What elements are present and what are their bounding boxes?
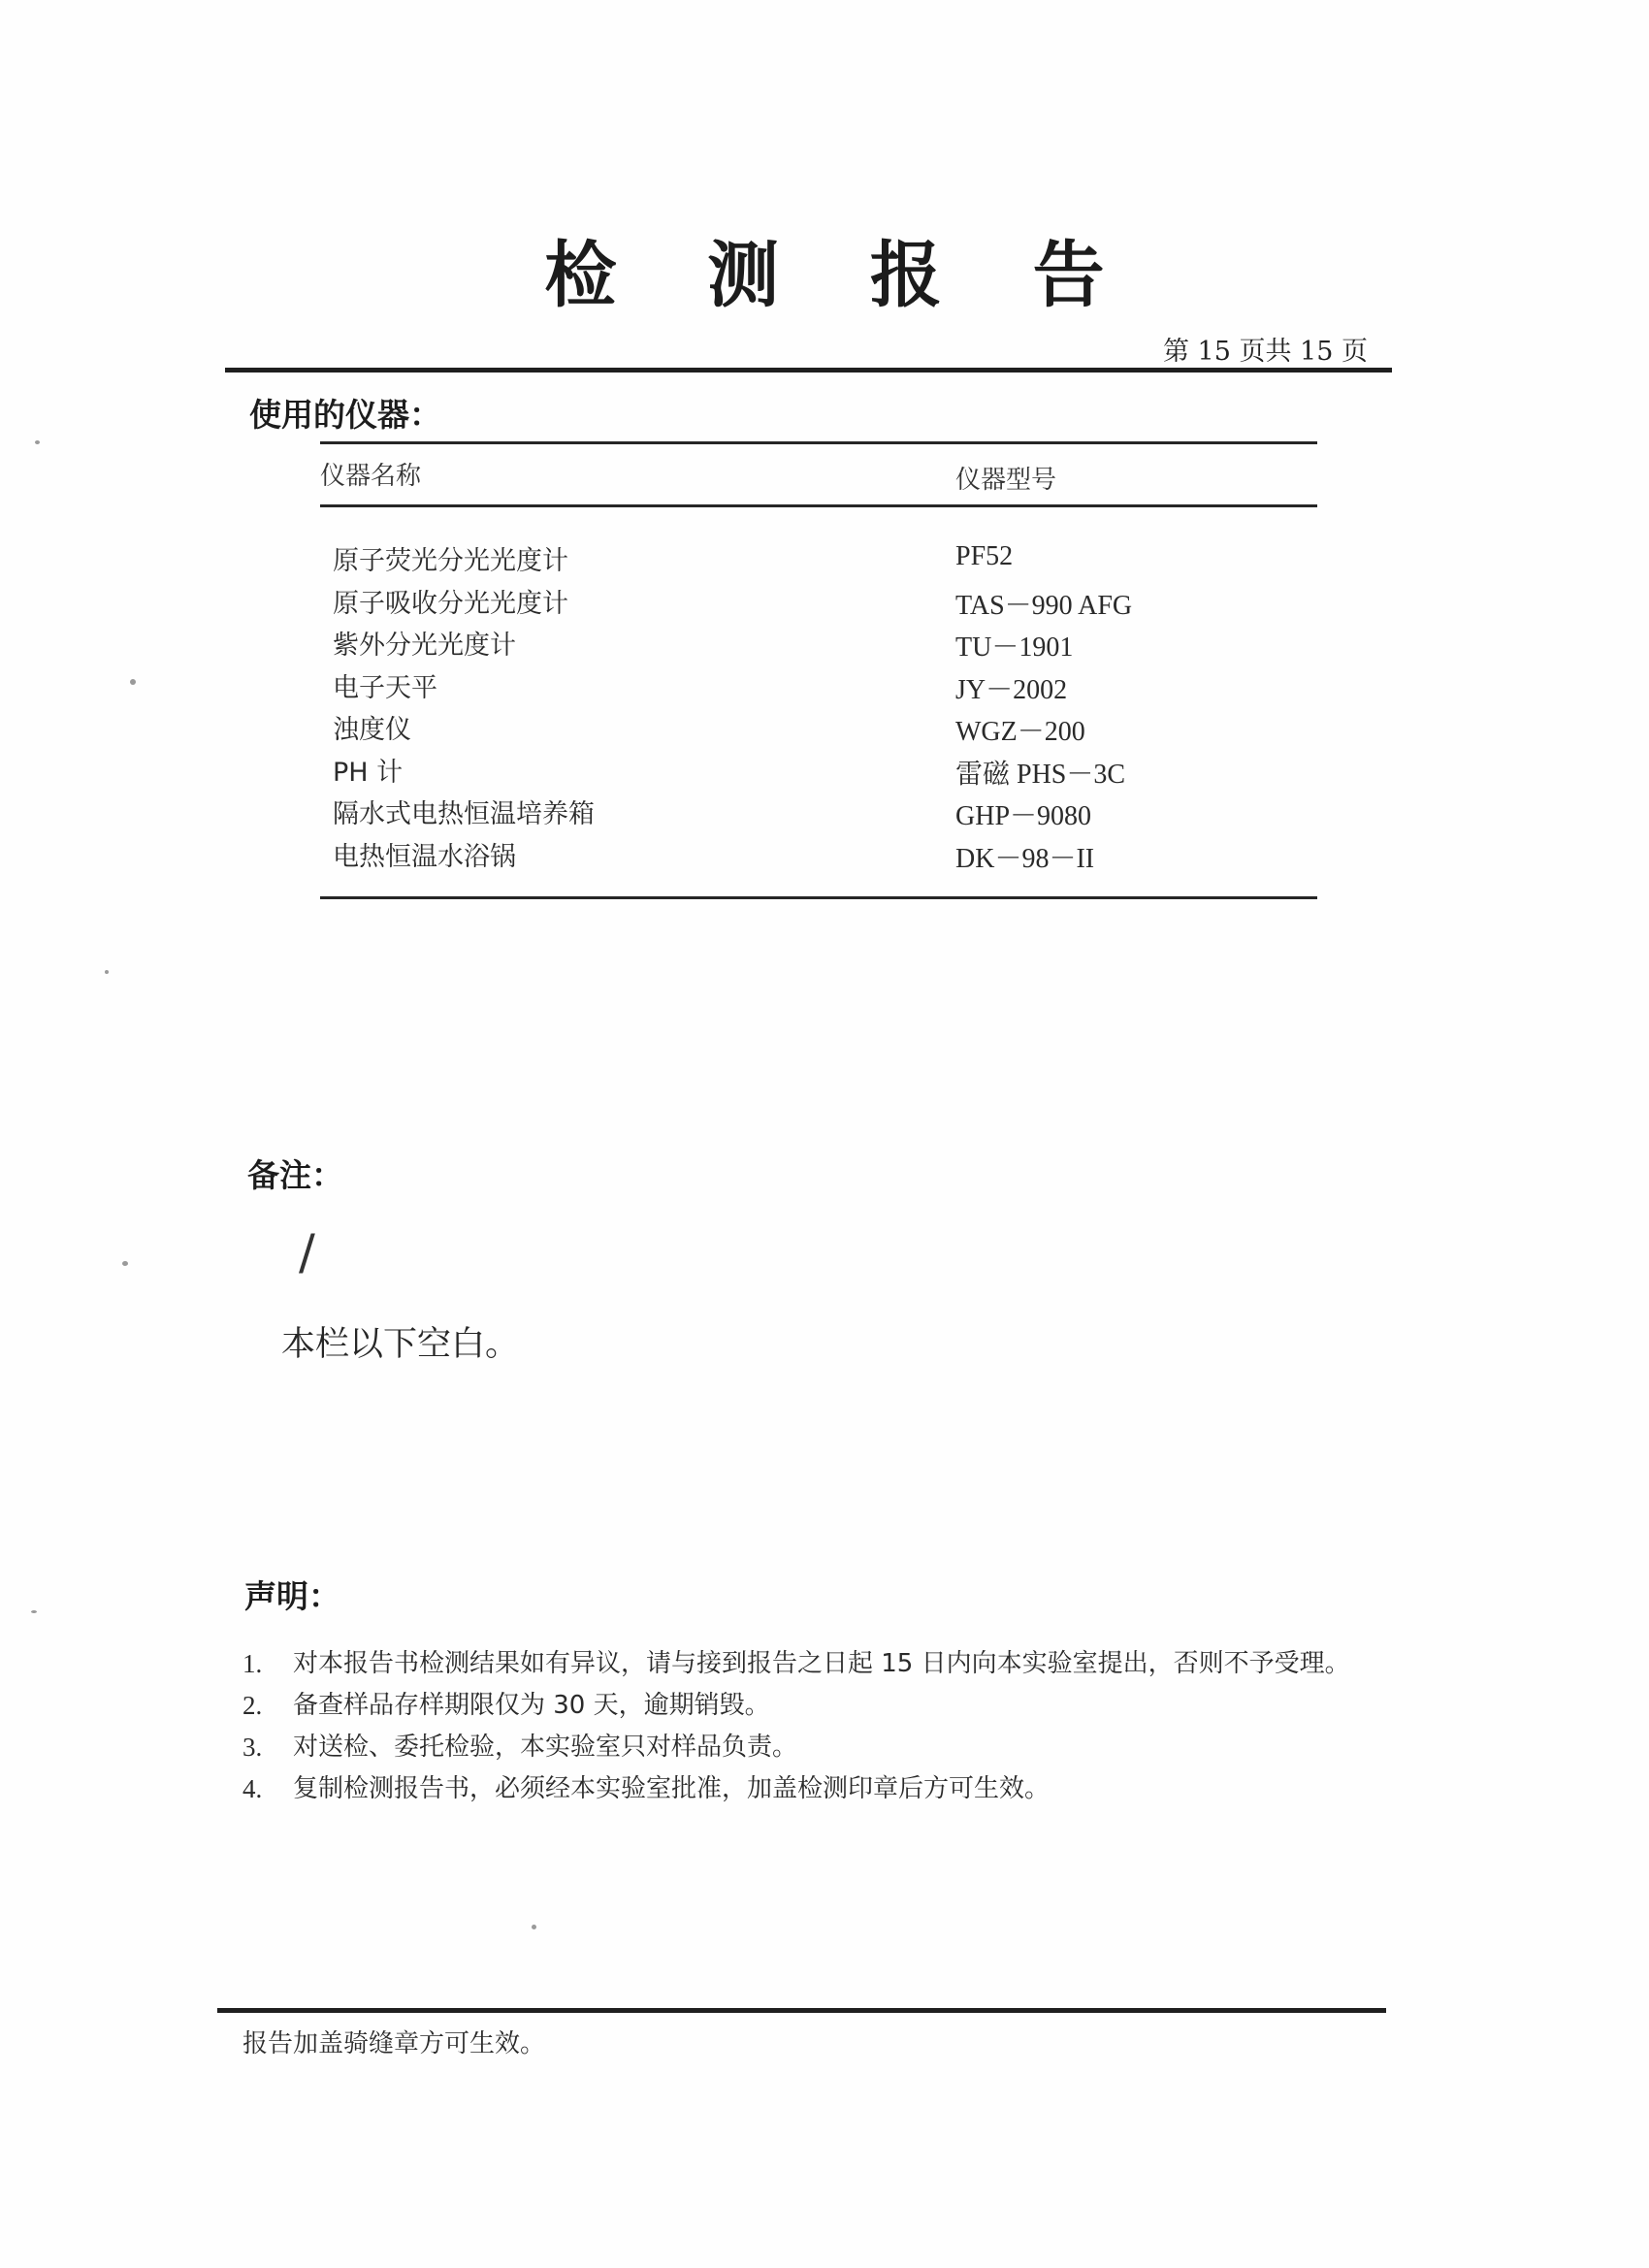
instrument-name: 紫外分光光度计 — [333, 631, 516, 661]
bottom-divider — [217, 2008, 1386, 2013]
instrument-table-body — [0, 539, 1649, 877]
instrument-name: 浊度仪 — [333, 715, 411, 745]
table-row — [0, 666, 1649, 709]
instrument-name: 原子荧光分光光度计 — [333, 546, 568, 576]
list-item — [242, 1643, 1368, 1685]
item-text: 对送检、委托检验，本实验室只对样品负责。 — [293, 1733, 798, 1762]
list-item — [242, 1727, 1368, 1768]
scan-speck — [105, 970, 109, 974]
table-row — [0, 582, 1649, 625]
column-header-model: 仪器型号 — [955, 466, 1057, 495]
table-bottom-rule — [320, 896, 1317, 899]
item-number: 2. — [242, 1691, 263, 1720]
instrument-name: 隔水式电热恒温培养箱 — [333, 799, 595, 829]
table-top-rule — [320, 441, 1317, 444]
scan-speck — [532, 1925, 536, 1929]
top-divider — [225, 368, 1392, 373]
instrument-name: 电热恒温水浴锅 — [333, 841, 516, 872]
item-text: 备查样品存样期限仅为 30 天，逾期销毁。 — [293, 1691, 770, 1720]
declaration-heading: 声明： — [244, 1577, 340, 1615]
table-row — [0, 624, 1649, 666]
table-row — [0, 708, 1649, 751]
list-item — [242, 1768, 1368, 1810]
item-number: 1. — [242, 1649, 263, 1678]
scan-speck — [31, 1610, 37, 1613]
instrument-model: WGZ－200 — [955, 717, 1085, 747]
remarks-heading: 备注： — [247, 1156, 343, 1194]
instruments-heading: 使用的仪器： — [249, 396, 441, 434]
instrument-name: 电子天平 — [333, 672, 437, 703]
item-number: 4. — [242, 1774, 263, 1803]
item-text: 复制检测报告书，必须经本实验室批准，加盖检测印章后方可生效。 — [293, 1774, 1051, 1803]
page-title: 检 测 报 告 — [544, 234, 1138, 317]
instrument-name: 原子吸收分光光度计 — [333, 588, 568, 619]
instrument-model: DK－98－II — [955, 843, 1095, 874]
column-header-name: 仪器名称 — [320, 462, 422, 491]
instrument-model: 雷磁 PHS－3C — [955, 759, 1126, 790]
list-item — [242, 1685, 1368, 1727]
table-row — [0, 793, 1649, 835]
scan-speck — [130, 679, 136, 685]
table-row — [0, 539, 1649, 582]
scan-speck — [122, 1261, 128, 1266]
table-row — [0, 751, 1649, 794]
item-number: 3. — [242, 1733, 263, 1762]
instrument-model: GHP－9080 — [955, 801, 1092, 831]
instrument-model: JY－2002 — [955, 674, 1068, 705]
table-header-rule — [320, 504, 1317, 507]
table-row — [0, 835, 1649, 878]
blank-below-note: 本栏以下空白。 — [281, 1325, 520, 1364]
declaration-list — [242, 1643, 1368, 1810]
instrument-model: PF52 — [955, 541, 1014, 571]
page-indicator: 第 15 页共 15 页 — [1162, 337, 1368, 367]
remarks-slash: / — [299, 1224, 315, 1280]
item-text: 对本报告书检测结果如有异议，请与接到报告之日起 15 日内向本实验室提出，否则不予受理。 — [293, 1649, 1350, 1678]
footer-note: 报告加盖骑缝章方可生效。 — [242, 2029, 546, 2058]
instrument-model: TU－1901 — [955, 632, 1074, 663]
instrument-model: TAS－990 AFG — [955, 590, 1133, 621]
scan-speck — [35, 440, 40, 444]
instrument-name: PH 计 — [333, 757, 404, 788]
